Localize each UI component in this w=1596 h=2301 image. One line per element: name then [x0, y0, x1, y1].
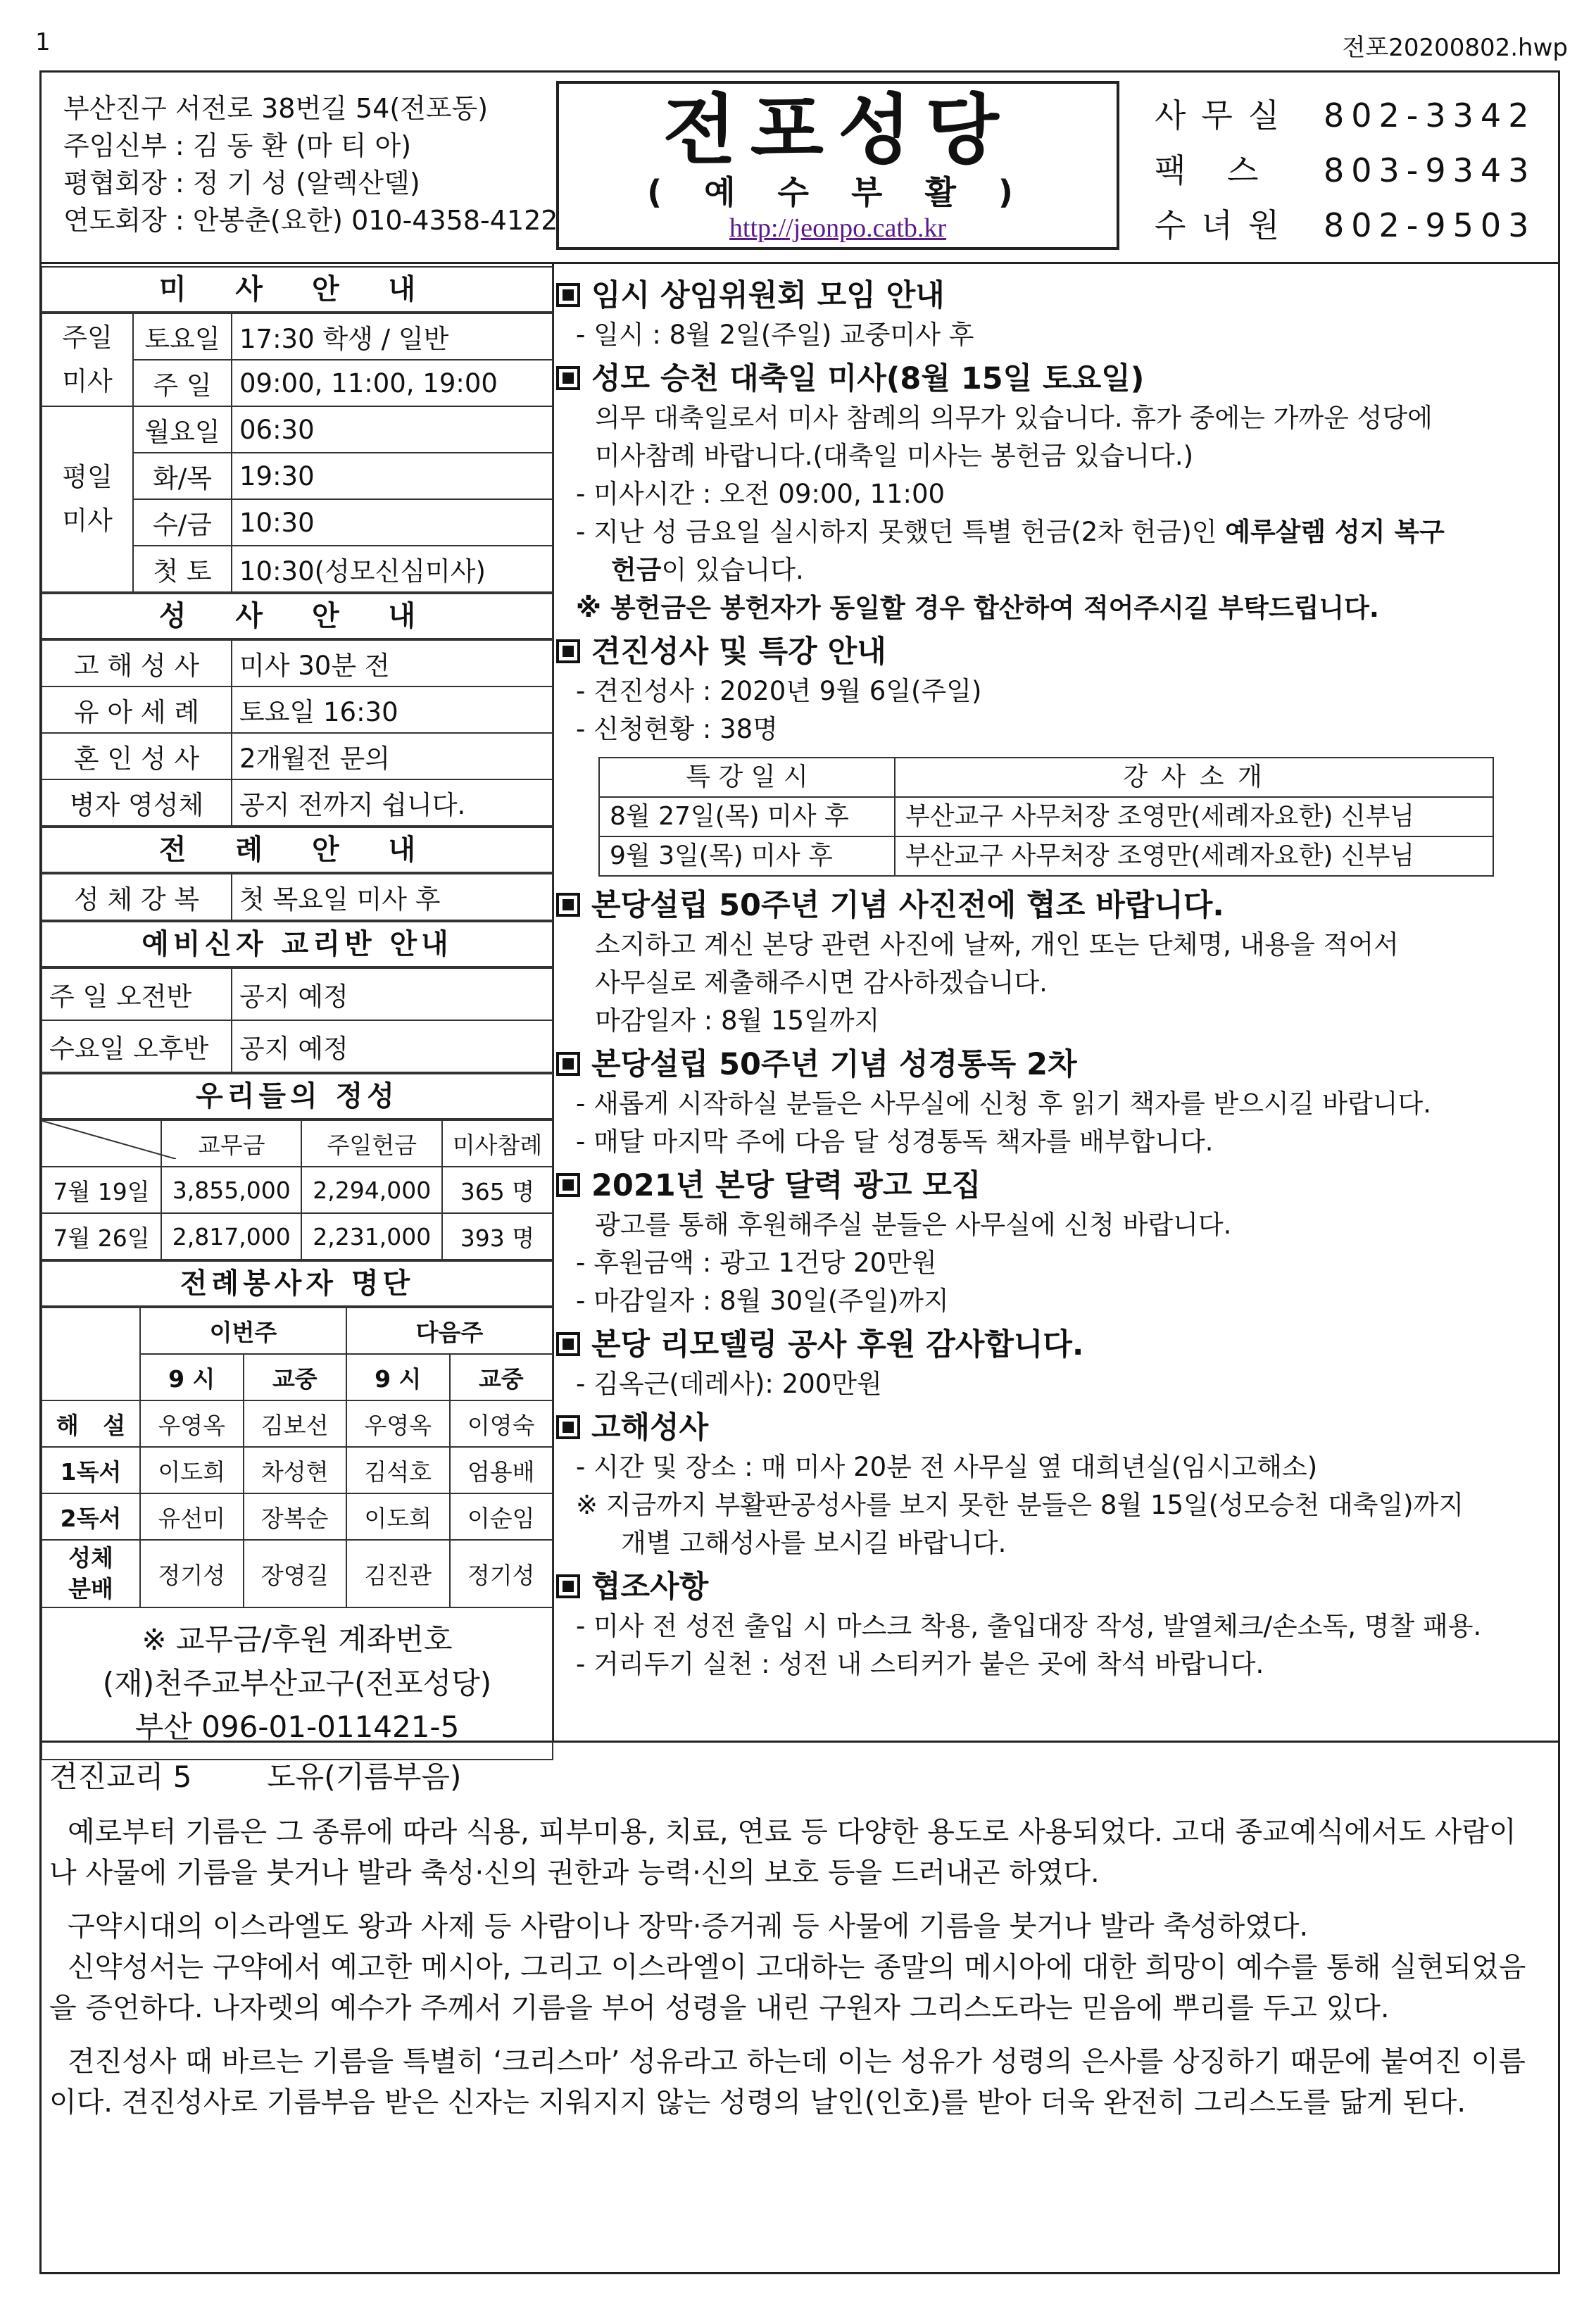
- mass-header: 교중: [244, 1354, 347, 1400]
- mass-day: 월요일: [133, 406, 232, 453]
- sacrament-name: 유 아 세 례: [42, 686, 232, 733]
- weekday-mass-label: 평일 미사: [42, 406, 133, 592]
- square-bullet-icon: [556, 1052, 580, 1076]
- liturgy-info-title: 전 례 안 내: [41, 827, 553, 873]
- lecture-speaker: 부산교구 사무처장 조영만(세례자요한) 신부님: [895, 836, 1493, 876]
- article-paragraph: 예로부터 기름은 그 종류에 따라 식용, 피부미용, 치료, 연료 등 다양한 용도로 사용되었다. 고대 종교예식에서도 사람이나 사물에 기름을 붓거나 발라 축성·신의 권한과 능력·신의 보호 등을 드러내곤 하였다.: [49, 1816, 1516, 1889]
- mass-time: 09:00, 11:00, 19:00: [232, 360, 553, 406]
- server-role: 성체 분배: [42, 1540, 140, 1607]
- contact-convent: 수녀원 802-9503: [1155, 206, 1536, 244]
- offerings-date: 7월 19일: [42, 1167, 161, 1213]
- sacrament-table: [41, 639, 553, 827]
- lecture-speaker: 부산교구 사무처장 조영만(세례자요한) 신부님: [895, 797, 1493, 836]
- notice-line: - 일시 : 8월 2일(주일) 교중미사 후: [576, 320, 974, 350]
- notice-line: 사무실로 제출해주시면 감사하겠습니다.: [595, 967, 1048, 998]
- lecture-header: 특 강 일 시: [599, 758, 895, 797]
- offerings-title: 우리들의 정성: [41, 1073, 553, 1120]
- class-status: 공지 예정: [232, 1020, 553, 1072]
- server-name: 차성현: [244, 1447, 347, 1493]
- square-bullet-icon: [556, 366, 580, 390]
- file-name: 전포20200802.hwp: [1342, 34, 1568, 62]
- notice-line: ※ 봉헌금은 봉헌자가 동일할 경우 합산하여 적어주시길 부탁드립니다.: [576, 593, 1379, 623]
- offerings-value: 393 명: [442, 1213, 553, 1260]
- catechumen-table: [41, 967, 553, 1073]
- liturgy-value: 첫 목요일 미사 후: [232, 874, 553, 920]
- church-title: 전포성당: [662, 86, 1013, 175]
- class-status: 공지 예정: [232, 968, 553, 1020]
- server-name: 김보선: [244, 1400, 347, 1447]
- catechism-article: [49, 1757, 1542, 2136]
- article-title: 견진교리 5 도유(기름부음): [49, 1760, 462, 1794]
- notice-line: - 김옥근(데레사): 200만원: [576, 1369, 882, 1399]
- offerings-value: 3,855,000: [161, 1167, 301, 1213]
- class-name: 수요일 오후반: [42, 1020, 232, 1072]
- server-name: 김진관: [346, 1540, 450, 1607]
- sacrament-name: 병자 영성체: [42, 779, 232, 826]
- liturgy-name: 성 체 강 복: [42, 874, 232, 920]
- council-president-line: 평협회장 : 정 기 성 (알렉산델): [63, 168, 420, 199]
- mass-time: 17:30 학생 / 일반: [232, 313, 553, 360]
- church-subtitle: ( 예 수 부 활 ): [647, 173, 1029, 211]
- server-name: 이영숙: [450, 1400, 553, 1447]
- server-name: 이순임: [450, 1493, 553, 1540]
- square-bullet-icon: [556, 893, 580, 917]
- contact-block: [1155, 88, 1535, 253]
- article-paragraph: 견진성사 때 바르는 기름을 특별히 ‘크리스마’ 성유라고 하는데 이는 성유가 성령의 은사를 상징하기 때문에 붙여진 이름이다. 견진성사로 기름부음 받은 신자는 지워지지 않는 성령의 날인(인호)를 받아 더욱 완전히 그리스도를 닮게 된다.: [49, 2045, 1526, 2119]
- contact-fax: 팩 스 803-9343: [1155, 151, 1536, 189]
- week-header: 이번주: [140, 1308, 346, 1354]
- square-bullet-icon: [556, 283, 580, 307]
- notice-heading: 성모 승천 대축일 미사(8월 15일 토요일): [556, 358, 1556, 399]
- server-name: 정기성: [140, 1540, 244, 1607]
- sacrament-value: 미사 30분 전: [232, 640, 553, 686]
- notices-column: [556, 271, 1556, 1684]
- notice-heading: 본당설립 50주년 기념 성경통독 2차: [556, 1044, 1556, 1085]
- offerings-header: 주일헌금: [301, 1120, 441, 1167]
- account-holder: (재)천주교부산교구(전포성당): [102, 1666, 492, 1700]
- sacrament-name: 고 해 성 사: [42, 640, 232, 686]
- offerings-table: [41, 1120, 553, 1260]
- offerings-value: 2,294,000: [301, 1167, 441, 1213]
- offerings-header: 미사참례: [442, 1120, 553, 1167]
- diagonal-line: [42, 1121, 176, 1159]
- mass-day: 화/목: [133, 453, 232, 499]
- server-name: 정기성: [450, 1540, 553, 1607]
- server-name: 김석호: [346, 1447, 450, 1493]
- notice-heading: 임시 상임위원회 모임 안내: [556, 275, 1556, 316]
- account-info: [41, 1608, 553, 1760]
- server-name: 이도희: [346, 1493, 450, 1540]
- notice-line: ※ 지금까지 부활판공성사를 보지 못한 분들은 8월 15일(성모승천 대축일)까지: [576, 1490, 1464, 1520]
- mass-time: 06:30: [232, 406, 553, 453]
- sacrament-value: 공지 전까지 쉽니다.: [232, 779, 553, 826]
- server-name: 장영길: [244, 1540, 347, 1607]
- server-name: 엄용배: [450, 1447, 553, 1493]
- offerings-date: 7월 26일: [42, 1213, 161, 1260]
- notice-line: 마감일자 : 8월 15일까지: [595, 1005, 880, 1036]
- church-url-link[interactable]: http://jeonpo.catb.kr: [729, 213, 947, 243]
- parish-address-block: [63, 90, 558, 239]
- sunday-mass-label: 주일 미사: [42, 313, 133, 406]
- servers-corner-cell: [42, 1308, 140, 1400]
- offerings-corner-cell: [42, 1120, 161, 1167]
- notice-heading: 2021년 본당 달력 광고 모집: [556, 1165, 1556, 1206]
- square-bullet-icon: [556, 1173, 580, 1197]
- article-paragraph: 구약시대의 이스라엘도 왕과 사제 등 사람이나 장막·증거궤 등 사물에 기름을 붓거나 발라 축성하였다.: [68, 1910, 1309, 1943]
- mass-info-title: 미 사 안 내: [41, 266, 553, 313]
- server-name: 유선미: [140, 1493, 244, 1540]
- catechumen-info-title: 예비신자 교리반 안내: [41, 921, 553, 967]
- liturgy-table: [41, 873, 553, 921]
- sacrament-value: 토요일 16:30: [232, 686, 553, 733]
- notice-line: - 매달 마지막 주에 다음 달 성경통독 책자를 배부합니다.: [576, 1127, 1214, 1157]
- mass-day: 토요일: [133, 313, 232, 360]
- sacrament-value: 2개월전 문의: [232, 733, 553, 779]
- lecture-date: 8월 27일(목) 미사 후: [599, 797, 895, 836]
- left-column: [41, 266, 553, 1760]
- server-role: 해 설: [42, 1400, 140, 1447]
- square-bullet-icon: [556, 1332, 580, 1356]
- lecture-date: 9월 3일(목) 미사 후: [599, 836, 895, 876]
- mass-header: 교중: [450, 1354, 553, 1400]
- notice-line: 미사참례 바랍니다.(대축일 미사는 봉헌금 있습니다.): [595, 441, 1194, 471]
- account-number: 부산 096-01-011421-5: [134, 1710, 460, 1744]
- pastor-line: 주임신부 : 김 동 환 (마 티 아): [63, 130, 412, 161]
- square-bullet-icon: [556, 639, 580, 663]
- mass-time: 19:30: [232, 453, 553, 499]
- article-paragraph: 신약성서는 구약에서 예고한 메시아, 그리고 이스라엘이 고대하는 종말의 메시아에 대한 희망이 예수를 통해 실현되었음을 증언하다. 나자렛의 예수가 주께서 기름을 부어 성령을 내린 구원자 그리스도라는 믿음에 뿌리를 두고 있다.: [49, 1951, 1526, 2024]
- notice-heading: 본당 리모델링 공사 후원 감사합니다.: [556, 1324, 1556, 1365]
- notice-line: 헌금이 있습니다.: [611, 555, 804, 585]
- page-number: 1: [35, 28, 51, 56]
- class-name: 주 일 오전반: [42, 968, 232, 1020]
- mass-day: 첫 토: [133, 546, 232, 592]
- notice-heading: 견진성사 및 특강 안내: [556, 632, 1556, 672]
- notice-line: 의무 대축일로서 미사 참례의 의무가 있습니다. 휴가 중에는 가까운 성당에: [595, 403, 1433, 433]
- sacrament-info-title: 성 사 안 내: [41, 593, 553, 639]
- notice-line: 소지하고 계신 본당 관련 사진에 날짜, 개인 또는 단체명, 내용을 적어서: [595, 929, 1399, 960]
- mass-header: 9 시: [140, 1354, 244, 1400]
- mass-day: 주 일: [133, 360, 232, 406]
- notice-line: - 견진성사 : 2020년 9월 6일(주일): [576, 676, 982, 706]
- square-bullet-icon: [556, 1415, 580, 1439]
- servers-table: [41, 1307, 553, 1608]
- notice-line: - 미사시간 : 오전 09:00, 11:00: [576, 479, 945, 509]
- server-name: 이도희: [140, 1447, 244, 1493]
- offerings-value: 2,231,000: [301, 1213, 441, 1260]
- notice-heading: 고해성사: [556, 1407, 1556, 1448]
- mass-day: 수/금: [133, 499, 232, 546]
- mass-header: 9 시: [346, 1354, 450, 1400]
- offerings-value: 2,817,000: [161, 1213, 301, 1260]
- notice-line: - 거리두기 실천 : 성전 내 스티커가 붙은 곳에 착석 바랍니다.: [576, 1649, 1264, 1679]
- notice-line: - 미사 전 성전 출입 시 마스크 착용, 출입대장 작성, 발열체크/손소독, 명찰 패용.: [576, 1611, 1482, 1641]
- offerings-header: 교무금: [161, 1120, 301, 1167]
- notice-heading: 본당설립 50주년 기념 사진전에 협조 바랍니다.: [556, 885, 1556, 926]
- mass-time: 10:30: [232, 499, 553, 546]
- contact-office: 사무실 802-3342: [1155, 96, 1536, 134]
- notice-line: - 시간 및 장소 : 매 미사 20분 전 사무실 옆 대희년실(임시고해소): [576, 1452, 1318, 1482]
- title-box: [556, 81, 1119, 250]
- notice-line: 광고를 통해 후원해주실 분들은 사무실에 신청 바랍니다.: [595, 1210, 1232, 1240]
- account-heading: ※ 교무금/후원 계좌번호: [142, 1622, 453, 1657]
- server-name: 우영옥: [346, 1400, 450, 1447]
- notice-line: - 지난 성 금요일 실시하지 못했던 특별 헌금(2차 헌금)인 예루살렘 성지 복구: [576, 517, 1445, 547]
- prayer-president-line: 연도회장 : 안봉춘(요한) 010-4358-4122: [63, 205, 558, 236]
- notice-line: - 신청현황 : 38명: [576, 714, 778, 744]
- week-header: 다음주: [346, 1308, 553, 1354]
- notice-line: - 새롭게 시작하실 분들은 사무실에 신청 후 읽기 책자를 받으시길 바랍니다.: [576, 1089, 1431, 1119]
- offerings-value: 365 명: [442, 1167, 553, 1213]
- sacrament-name: 혼 인 성 사: [42, 733, 232, 779]
- server-role: 2독서: [42, 1493, 140, 1540]
- lecture-table: [598, 757, 1494, 877]
- notice-line: - 마감일자 : 8월 30일(주일)까지: [576, 1286, 949, 1316]
- square-bullet-icon: [556, 1574, 580, 1598]
- notice-line: - 후원금액 : 광고 1건당 20만원: [576, 1248, 937, 1278]
- notice-heading: 협조사항: [556, 1567, 1556, 1607]
- address-line: 부산진구 서전로 38번길 54(전포동): [63, 93, 489, 124]
- servers-title: 전례봉사자 명단: [41, 1260, 553, 1307]
- header-divider: [39, 262, 1560, 264]
- server-role: 1독서: [42, 1447, 140, 1493]
- mass-table: [41, 313, 553, 593]
- server-name: 우영옥: [140, 1400, 244, 1447]
- lecture-header: 강 사 소 개: [895, 758, 1493, 797]
- mass-time: 10:30(성모신심미사): [232, 546, 553, 592]
- notice-line: 개별 고해성사를 보시길 바랍니다.: [621, 1528, 1007, 1558]
- server-name: 장복순: [244, 1493, 347, 1540]
